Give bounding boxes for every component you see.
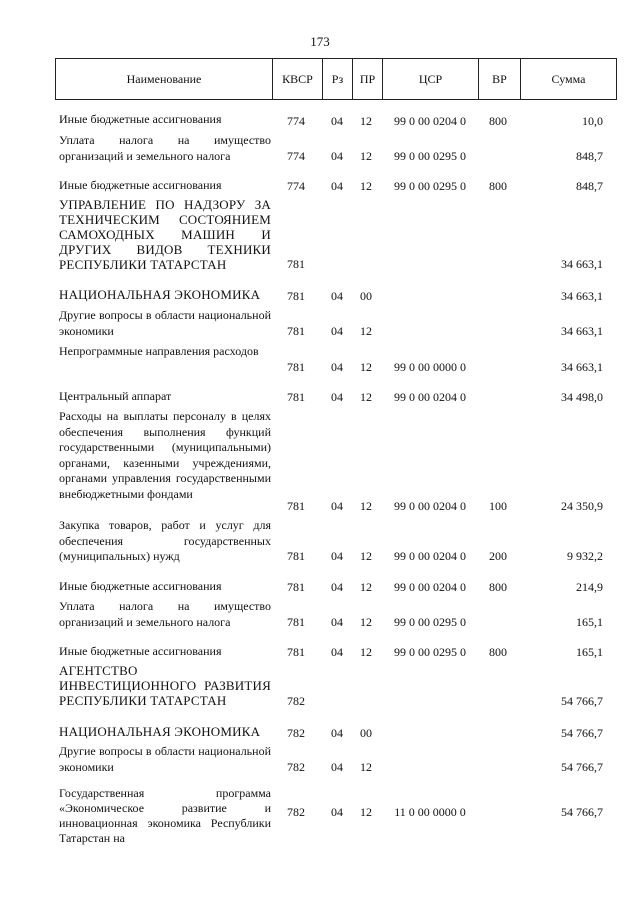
- row-kvsr: 781: [287, 257, 305, 271]
- table-row: [0, 579, 640, 595]
- row-csr: 99 0 00 0000 0: [394, 360, 466, 374]
- row-sum: 10,0: [582, 114, 603, 128]
- row-name: Иные бюджетные ассигнования: [59, 579, 222, 593]
- row-name: НАЦИОНАЛЬНАЯ ЭКОНОМИКА: [59, 724, 261, 739]
- row-csr: 99 0 00 0204 0: [394, 580, 466, 594]
- row-rz: 04: [331, 549, 343, 563]
- row-rz: 04: [331, 645, 343, 659]
- table-row: [0, 197, 640, 272]
- row-name: Иные бюджетные ассигнования: [59, 644, 222, 658]
- row-rz: 04: [331, 179, 343, 193]
- row-rz: 04: [331, 615, 343, 629]
- row-kvsr: 782: [287, 805, 305, 819]
- row-name: Центральный аппарат: [59, 389, 172, 403]
- table-row: [0, 308, 640, 339]
- row-sum: 34 663,1: [561, 257, 603, 271]
- row-name: Государственная программа «Экономическое развитие и инновационная экономика Республики Татарстан на: [59, 786, 271, 845]
- row-sum: 34 663,1: [561, 360, 603, 374]
- row-kvsr: 782: [287, 694, 305, 708]
- row-kvsr: 781: [287, 645, 305, 659]
- row-name: Непрограммные направления расходов: [59, 344, 259, 358]
- row-sum: 54 766,7: [561, 726, 603, 740]
- row-vr: 800: [489, 645, 507, 659]
- row-csr: 99 0 00 0204 0: [394, 499, 466, 513]
- row-kvsr: 781: [287, 549, 305, 563]
- row-rz: 04: [331, 324, 343, 338]
- table-row: [0, 744, 640, 775]
- row-name: АГЕНТСТВО ИНВЕСТИЦИОННОГО РАЗВИТИЯ РЕСПУБЛИКИ ТАТАРСТАН: [59, 663, 271, 708]
- row-pr: 12: [360, 615, 372, 629]
- row-rz: 04: [331, 805, 343, 819]
- row-name: Уплата налога на имущество организаций и земельного налога: [59, 133, 271, 163]
- row-pr: 00: [360, 726, 372, 740]
- row-pr: 12: [360, 645, 372, 659]
- row-kvsr: 781: [287, 499, 305, 513]
- row-vr: 800: [489, 114, 507, 128]
- table-row: [0, 133, 640, 164]
- row-sum: 848,7: [576, 179, 603, 193]
- row-sum: 34 498,0: [561, 390, 603, 404]
- row-csr: 99 0 00 0204 0: [394, 114, 466, 128]
- row-name: Уплата налога на имущество организаций и земельного налога: [59, 599, 271, 629]
- row-pr: 12: [360, 760, 372, 774]
- row-rz: 04: [331, 580, 343, 594]
- row-kvsr: 782: [287, 760, 305, 774]
- row-pr: 12: [360, 179, 372, 193]
- row-kvsr: 781: [287, 390, 305, 404]
- row-kvsr: 781: [287, 289, 305, 303]
- row-sum: 165,1: [576, 645, 603, 659]
- row-pr: 12: [360, 324, 372, 338]
- row-name: УПРАВЛЕНИЕ ПО НАДЗОРУ ЗА ТЕХНИЧЕСКИМ СОСТОЯНИЕМ САМОХОДНЫХ МАШИН И ДРУГИХ ВИДОВ ТЕХНИКИ РЕСПУБЛИКИ ТАТАРСТАН: [59, 197, 271, 272]
- table-row: [0, 344, 640, 375]
- row-name: Другие вопросы в области национальной экономики: [59, 744, 271, 774]
- row-sum: 34 663,1: [561, 324, 603, 338]
- row-pr: 12: [360, 499, 372, 513]
- row-name: НАЦИОНАЛЬНАЯ ЭКОНОМИКА: [59, 287, 261, 302]
- row-rz: 04: [331, 390, 343, 404]
- header-kvsr: КВСР: [272, 59, 322, 99]
- table-row: [0, 724, 640, 741]
- row-rz: 04: [331, 726, 343, 740]
- header-sum: Сумма: [520, 59, 616, 99]
- row-sum: 54 766,7: [561, 694, 603, 708]
- row-pr: 00: [360, 289, 372, 303]
- table-row: [0, 644, 640, 660]
- row-sum: 54 766,7: [561, 760, 603, 774]
- table-row: [0, 287, 640, 304]
- row-csr: 11 0 00 0000 0: [394, 805, 466, 819]
- row-vr: 800: [489, 179, 507, 193]
- table-row: [0, 389, 640, 405]
- table-row: [0, 178, 640, 194]
- row-vr: 200: [489, 549, 507, 563]
- row-pr: 12: [360, 114, 372, 128]
- row-csr: 99 0 00 0295 0: [394, 645, 466, 659]
- row-csr: 99 0 00 0204 0: [394, 549, 466, 563]
- row-pr: 12: [360, 805, 372, 819]
- row-csr: 99 0 00 0295 0: [394, 615, 466, 629]
- row-pr: 12: [360, 360, 372, 374]
- header-pr: ПР: [352, 59, 382, 99]
- header-rz: Рз: [322, 59, 352, 99]
- row-rz: 04: [331, 114, 343, 128]
- table-row: [0, 786, 640, 845]
- row-rz: 04: [331, 360, 343, 374]
- row-vr: 100: [489, 499, 507, 513]
- table-row: [0, 112, 640, 129]
- row-kvsr: 781: [287, 580, 305, 594]
- row-rz: 04: [331, 149, 343, 163]
- header-csr: ЦСР: [382, 59, 478, 99]
- page-number: 173: [310, 34, 330, 49]
- row-kvsr: 781: [287, 615, 305, 629]
- row-rz: 04: [331, 499, 343, 513]
- row-name: Иные бюджетные ассигнования: [59, 178, 222, 192]
- row-kvsr: 782: [287, 726, 305, 740]
- row-sum: 24 350,9: [561, 499, 603, 513]
- row-sum: 214,9: [576, 580, 603, 594]
- row-name: Закупка товаров, работ и услуг для обеспечения государственных (муниципальных) нужд: [59, 518, 271, 563]
- header-vr: ВР: [478, 59, 520, 99]
- row-pr: 12: [360, 149, 372, 163]
- row-sum: 34 663,1: [561, 289, 603, 303]
- row-pr: 12: [360, 390, 372, 404]
- row-name: Иные бюджетные ассигнования: [59, 112, 222, 126]
- header-name: Наименование: [126, 72, 202, 86]
- row-name: Другие вопросы в области национальной экономики: [59, 308, 271, 338]
- row-sum: 165,1: [576, 615, 603, 629]
- table-row: [0, 599, 640, 630]
- row-csr: 99 0 00 0295 0: [394, 179, 466, 193]
- row-csr: 99 0 00 0295 0: [394, 149, 466, 163]
- row-kvsr: 774: [287, 179, 305, 193]
- row-pr: 12: [360, 580, 372, 594]
- row-kvsr: 774: [287, 114, 305, 128]
- row-kvsr: 781: [287, 324, 305, 338]
- table-row: [0, 518, 640, 564]
- row-csr: 99 0 00 0204 0: [394, 390, 466, 404]
- row-kvsr: 781: [287, 360, 305, 374]
- row-pr: 12: [360, 549, 372, 563]
- row-sum: 848,7: [576, 149, 603, 163]
- table-row: [0, 409, 640, 514]
- row-rz: 04: [331, 289, 343, 303]
- row-sum: 54 766,7: [561, 805, 603, 819]
- row-sum: 9 932,2: [567, 549, 603, 563]
- row-name: Расходы на выплаты персоналу в целях обеспечения выполнения функций государственными (муниципальными) органами, казенными учреждениями, органами управления государственными внебюджетными фондами: [59, 409, 271, 501]
- row-rz: 04: [331, 760, 343, 774]
- row-vr: 800: [489, 580, 507, 594]
- table-row: [0, 663, 640, 709]
- row-kvsr: 774: [287, 149, 305, 163]
